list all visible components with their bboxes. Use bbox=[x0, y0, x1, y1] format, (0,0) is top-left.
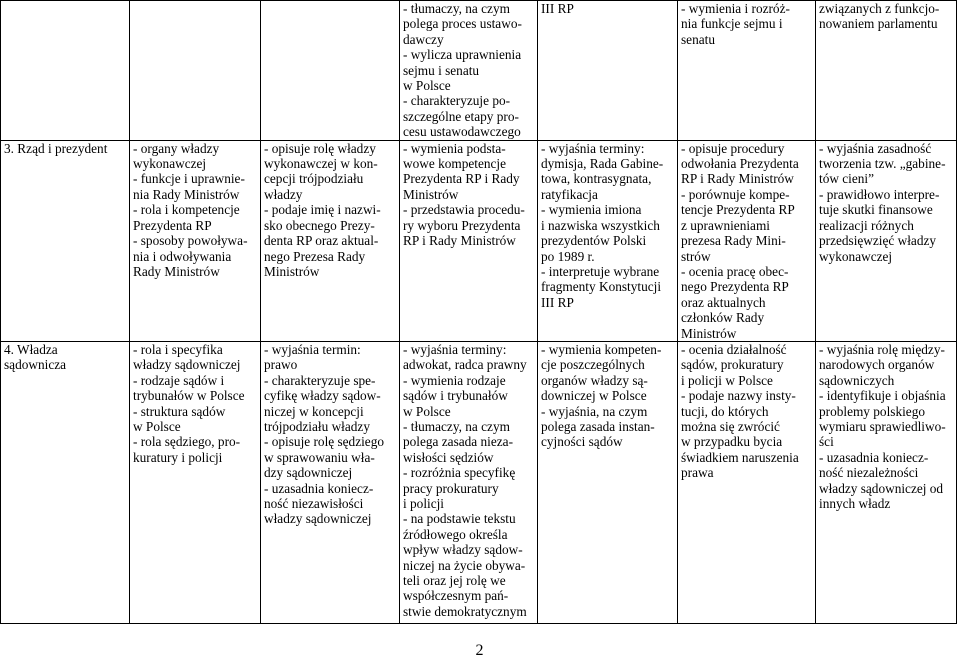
cell-content: - rola i specyfika władzy sądowniczej - rodzaje sądów i trybunałów w Polsce - struktura sądów w Polsce - rola sędziego, pro- kuratury i policji bbox=[130, 341, 261, 623]
cell-requirements-4: - wymienia i rozróż- nia funkcje sejmu i senatu bbox=[678, 1, 816, 141]
cell-requirements-5: - wyjaśnia zasadność tworzenia tzw. „gabine- tów cieni” - prawidłowo interpre- tuje skutki finansowe realizacji różnych przedsięwzięć władzy wykonawczej bbox=[816, 140, 957, 341]
cell-topic: 4. Władza sądownicza bbox=[1, 341, 130, 623]
cell-requirements-1: - wyjaśnia termin: prawo - charakteryzuje spe- cyfikę władzy sądow- niczej w koncepcji trójpodziału władzy - opisuje rolę sędziego w sprawowaniu wła- dzy sądowniczej - uzasadnia koniecz- ność niezawisłości władzy sądowniczej bbox=[261, 341, 400, 623]
cell-requirements-4: - ocenia działalność sądów, prokuratury i policji w Polsce - podaje nazwy insty- tucji, do których można się zwrócić w przypadku bycia świadkiem naruszenia prawa bbox=[678, 341, 816, 623]
cell-requirements-1: - opisuje rolę władzy wykonawczej w kon- cepcji trójpodziału władzy - podaje imię i nazwi- sko obecnego Prezy- denta RP oraz aktual- nego Prezesa Rady Ministrów bbox=[261, 140, 400, 341]
cell-requirements-1 bbox=[261, 1, 400, 141]
table-row bbox=[1, 1, 957, 141]
table-row bbox=[1, 140, 957, 341]
cell-requirements-5: związanych z funkcjo- nowaniem parlamentu bbox=[816, 1, 957, 141]
cell-requirements-3: - wymienia kompeten- cje poszczególnych organów władzy są- downiczej w Polsce - wyjaśnia, na czym polega zasada instan- cyjności sądów bbox=[538, 341, 678, 623]
cell-requirements-3: III RP bbox=[538, 1, 678, 141]
cell-requirements-2: - wymienia podsta- wowe kompetencje Prezydenta RP i Rady Ministrów - przedstawia procedu- ry wyboru Prezydenta RP i Rady Ministrów bbox=[400, 140, 538, 341]
cell-requirements-2: - tłumaczy, na czym polega proces ustawo- dawczy - wylicza uprawnienia sejmu i senatu w Polsce - charakteryzuje po- szczególne etapy pro- cesu ustawodawczego bbox=[400, 1, 538, 141]
cell-requirements-4: - opisuje procedury odwołania Prezydenta RP i Rady Ministrów - porównuje kompe- tencje Prezydenta RP z uprawnieniami prezesa Rady Mini- strów - ocenia pracę obec- nego Prezydenta RP oraz aktualnych członków Rady Ministrów bbox=[678, 140, 816, 341]
cell-topic: 3. Rząd i prezydent bbox=[1, 140, 130, 341]
table-row bbox=[1, 341, 957, 623]
cell-topic bbox=[1, 1, 130, 141]
cell-content: - organy władzy wykonawczej - funkcje i uprawnie- nia Rady Ministrów - rola i kompetencje Prezydenta RP - sposoby powoływa- nia i odwoływania Rady Ministrów bbox=[130, 140, 261, 341]
cell-requirements-5: - wyjaśnia rolę między- narodowych organów sądowniczych - identyfikuje i objaśnia problemy polskiego wymiaru sprawiedliwo- ści - uzasadnia koniecz- ność niezależności władzy sądowniczej od innych władz bbox=[816, 341, 957, 623]
cell-requirements-2: - wyjaśnia terminy: adwokat, radca prawny - wymienia rodzaje sądów i trybunałów w Polsce - tłumaczy, na czym polega zasada nieza- wisłości sędziów - rozróżnia specyfikę pracy prokuratury i policji - na podstawie tekstu źródłowego określa wpływ władzy sądow- niczej na życie obywa- teli oraz jej rolę we współczesnym pań- stwie demokratycznym bbox=[400, 341, 538, 623]
cell-content bbox=[130, 1, 261, 141]
page-number: 2 bbox=[475, 642, 484, 659]
cell-requirements-3: - wyjaśnia terminy: dymisja, Rada Gabine- towa, kontrasygnata, ratyfikacja - wymienia imiona i nazwiska wszystkich prezydentów Polski po 1989 r. - interpretuje wybrane fragmenty Konstytucji III RP bbox=[538, 140, 678, 341]
